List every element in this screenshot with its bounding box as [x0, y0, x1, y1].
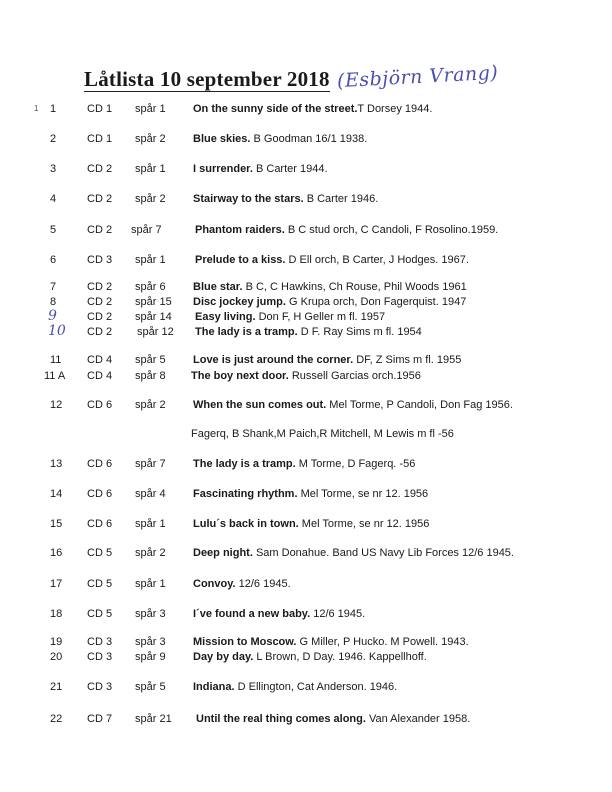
- row-number: 8: [50, 296, 57, 308]
- song-description: [193, 578, 291, 590]
- row-number: 11: [50, 354, 62, 366]
- song-info: B Goodman 16/1 1938.: [250, 133, 368, 145]
- song-info: Van Alexander 1958.: [365, 713, 471, 725]
- song-description: [193, 636, 469, 648]
- song-info: 12/6 1945.: [235, 578, 291, 590]
- row-number: 7: [50, 281, 57, 293]
- row-number: 1: [50, 103, 57, 115]
- song-info: D F. Ray Sims m fl. 1954: [297, 326, 422, 338]
- song-title: Until the real thing comes along.: [196, 713, 366, 725]
- list-row: [0, 681, 612, 695]
- song-title: The boy next door.: [191, 370, 289, 382]
- song-description: [193, 458, 415, 470]
- track-number: spår 21: [135, 713, 172, 725]
- song-info: D Ell orch, B Carter, J Hodges. 1967.: [285, 254, 469, 266]
- song-title: Lulu´s back in town.: [193, 518, 299, 530]
- song-title: Stairway to the stars.: [193, 193, 304, 205]
- cd-number: CD 2: [87, 224, 113, 236]
- row-number: 3: [50, 163, 57, 175]
- song-info: Sam Donahue. Band US Navy Lib Forces 12/6 1945.: [252, 547, 514, 559]
- list-row: [0, 254, 612, 268]
- track-number: spår 1: [135, 254, 166, 266]
- song-description: [193, 193, 378, 205]
- cd-number: CD 2: [87, 311, 113, 323]
- cd-number: CD 2: [87, 326, 113, 338]
- track-number: spår 1: [135, 163, 166, 175]
- track-number: spår 4: [135, 488, 166, 500]
- song-info: B C stud orch, C Candoli, F Rosolino.1959.: [284, 224, 499, 236]
- track-number: spår 5: [135, 681, 166, 693]
- row-number: 22: [50, 713, 63, 725]
- list-row: [0, 354, 612, 368]
- row-number: 14: [50, 488, 63, 500]
- song-title: Love is just around the corner.: [193, 354, 354, 366]
- song-title: Disc jockey jump.: [193, 296, 286, 308]
- song-info: Don F, H Geller m fl. 1957: [255, 311, 386, 323]
- song-info: Mel Torme, se nr 12. 1956: [298, 518, 430, 530]
- track-number: spår 5: [135, 354, 166, 366]
- track-number: spår 3: [135, 608, 166, 620]
- song-description: [193, 133, 367, 145]
- song-description: [193, 399, 513, 411]
- track-number: spår 1: [135, 578, 166, 590]
- track-number: spår 8: [135, 370, 166, 382]
- track-number: spår 15: [135, 296, 172, 308]
- song-title: Blue skies.: [193, 133, 251, 145]
- list-row: [0, 608, 612, 622]
- song-title: The lady is a tramp.: [195, 326, 298, 338]
- track-number: spår 6: [135, 281, 166, 293]
- margin-mark: 1: [34, 104, 39, 113]
- song-title: Mission to Moscow.: [193, 636, 297, 648]
- cd-number: CD 5: [87, 608, 113, 620]
- song-title: I´ve found a new baby.: [193, 608, 311, 620]
- cd-number: CD 1: [87, 133, 113, 145]
- song-info: Russell Garcias orch.1956: [288, 370, 421, 382]
- song-title: On the sunny side of the street.: [193, 103, 358, 115]
- row-number: 17: [50, 578, 63, 590]
- row-number: 5: [50, 224, 57, 236]
- song-description: [195, 224, 498, 236]
- cd-number: CD 6: [87, 488, 113, 500]
- song-title: Phantom raiders.: [195, 224, 285, 236]
- list-row: [0, 458, 612, 472]
- song-info: Mel Torme, P Candoli, Don Fag 1956.: [326, 399, 513, 411]
- list-row: [0, 163, 612, 177]
- page-title: Låtlista 10 september 2018: [84, 67, 330, 91]
- cd-number: CD 6: [87, 458, 113, 470]
- list-row: [0, 547, 612, 561]
- cd-number: CD 2: [87, 193, 113, 205]
- list-row: [0, 323, 612, 340]
- list-row: [0, 281, 612, 295]
- song-description: [193, 163, 328, 175]
- song-info: B C, C Hawkins, Ch Rouse, Phil Woods 1961: [242, 281, 467, 293]
- cd-number: CD 2: [87, 296, 113, 308]
- track-number: spår 12: [137, 326, 174, 338]
- song-info: 12/6 1945.: [310, 608, 366, 620]
- cd-number: CD 3: [87, 254, 113, 266]
- song-description: [191, 370, 421, 382]
- song-description: [193, 296, 466, 308]
- song-description: [193, 681, 397, 693]
- song-description: [193, 354, 461, 366]
- song-description: [193, 651, 427, 663]
- cd-number: CD 6: [87, 399, 113, 411]
- cd-number: CD 2: [87, 281, 113, 293]
- song-title: When the sun comes out.: [193, 399, 327, 411]
- row-number: 2: [50, 133, 57, 145]
- song-description: [195, 311, 385, 323]
- track-number: spår 7: [135, 458, 166, 470]
- cd-number: CD 4: [87, 354, 113, 366]
- song-title: Deep night.: [193, 547, 253, 559]
- list-row: [0, 636, 612, 650]
- cd-number: CD 4: [87, 370, 113, 382]
- song-description: [193, 488, 428, 500]
- row-number: 16: [50, 547, 63, 559]
- song-description: [193, 608, 365, 620]
- track-number: spår 1: [135, 518, 166, 530]
- row-number: 4: [50, 193, 57, 205]
- list-row: [0, 193, 612, 207]
- song-title: Convoy.: [193, 578, 236, 590]
- cd-number: CD 3: [87, 651, 113, 663]
- list-row: [0, 578, 612, 592]
- track-number: spår 3: [135, 636, 166, 648]
- song-title: The lady is a tramp.: [193, 458, 296, 470]
- song-title: Indiana.: [193, 681, 235, 693]
- cd-number: CD 1: [87, 103, 113, 115]
- song-info: G Krupa orch, Don Fagerquist. 1947: [285, 296, 467, 308]
- list-row: [0, 308, 612, 325]
- cd-number: CD 5: [87, 547, 113, 559]
- track-number: spår 14: [135, 311, 172, 323]
- row-number: 11 A: [44, 370, 66, 382]
- cd-number: CD 7: [87, 713, 113, 725]
- row-number: 10: [48, 323, 66, 339]
- song-title: Fascinating rhythm.: [193, 488, 298, 500]
- row-number: 13: [50, 458, 63, 470]
- track-number: spår 1: [135, 103, 166, 115]
- song-title: Blue star.: [193, 281, 243, 293]
- song-title: I surrender.: [193, 163, 253, 175]
- list-row: [0, 651, 612, 665]
- list-row: [0, 488, 612, 502]
- track-number: spår 2: [135, 399, 166, 411]
- list-row: [0, 103, 612, 117]
- list-row: [0, 518, 612, 532]
- song-description: [193, 518, 429, 530]
- list-row: [0, 399, 612, 413]
- song-info: B Carter 1944.: [252, 163, 328, 175]
- song-title: Day by day.: [193, 651, 254, 663]
- row-number: 18: [50, 608, 63, 620]
- cd-number: CD 3: [87, 636, 113, 648]
- song-info: B Carter 1946.: [303, 193, 379, 205]
- cd-number: CD 3: [87, 681, 113, 693]
- list-row: [0, 713, 612, 727]
- row-number: 19: [50, 636, 63, 648]
- cd-number: CD 6: [87, 518, 113, 530]
- song-description: [196, 713, 470, 725]
- row-number: 21: [50, 681, 63, 693]
- song-title: Prelude to a kiss.: [195, 254, 286, 266]
- track-number: spår 2: [135, 547, 166, 559]
- list-row: [0, 370, 612, 384]
- song-description: [193, 281, 467, 293]
- cd-number: CD 5: [87, 578, 113, 590]
- song-info: Mel Torme, se nr 12. 1956: [297, 488, 429, 500]
- list-row: [0, 296, 612, 310]
- song-info: T Dorsey 1944.: [357, 103, 433, 115]
- track-number: spår 2: [135, 193, 166, 205]
- song-description: [195, 254, 469, 266]
- list-row: [0, 224, 612, 238]
- row-number: 15: [50, 518, 63, 530]
- cd-number: CD 2: [87, 163, 113, 175]
- song-info: DF, Z Sims m fl. 1955: [353, 354, 462, 366]
- row-number: 20: [50, 651, 63, 663]
- row-number: 12: [50, 399, 63, 411]
- song-info: L Brown, D Day. 1946. Kappellhoff.: [253, 651, 427, 663]
- song-description: [193, 547, 514, 559]
- track-number: spår 2: [135, 133, 166, 145]
- track-number: spår 9: [135, 651, 166, 663]
- handwritten-note: (Esbjörn Vrang): [336, 61, 499, 93]
- song-title: Easy living.: [195, 311, 256, 323]
- song-description: [195, 326, 422, 338]
- track-number: spår 7: [131, 224, 162, 236]
- row-12-continuation: Fagerq, B Shank,M Paich,R Mitchell, M Lewis m fl -56: [191, 428, 454, 440]
- list-row: [0, 133, 612, 147]
- song-description: [193, 103, 432, 115]
- row-number: 9: [48, 308, 57, 324]
- song-info: M Torme, D Fagerq. -56: [295, 458, 416, 470]
- row-number: 6: [50, 254, 57, 266]
- song-info: G Miller, P Hucko. M Powell. 1943.: [296, 636, 469, 648]
- song-info: D Ellington, Cat Anderson. 1946.: [234, 681, 398, 693]
